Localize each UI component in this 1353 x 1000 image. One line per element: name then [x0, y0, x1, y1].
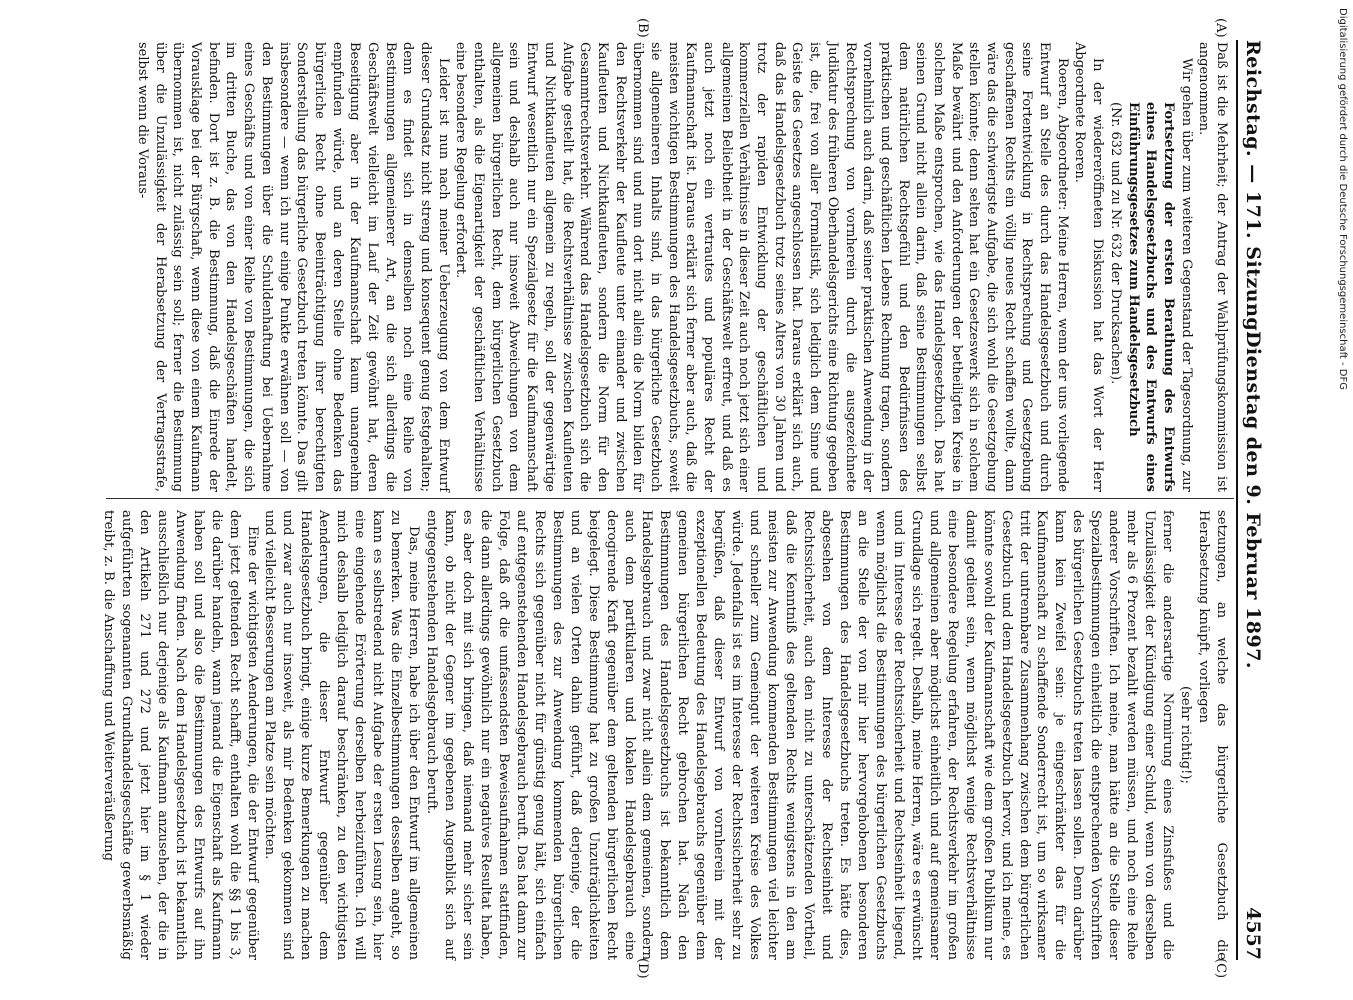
left-text-column — [133, 42, 1230, 492]
paragraph: Wir gehen über zum weiteren Gegenstand der Tagesordnung, zur — [1178, 58, 1194, 492]
paragraph: (sehr richtig!); — [1178, 686, 1194, 784]
dfg-credit-text: Digitalisierung gefördert durch die Deutsche Forschungsgemeinschaft - DFG — [1337, 8, 1348, 391]
paragraph: Das, meine Herren, habe ich über den Entwurf im allgemeinen zu bemerken. Was die Einzelbestimmungen desselben angeht, so kann es selbstredend nicht Aufgabe der ersten Lesung sein, hier eine eingehende Erörterung derselben herbeizuführen. Ich will mich deshalb lediglich darauf beschränken, zu den wichtigsten Aenderungen, die dieser Entwurf gegenüber dem Handelsgesetzbuch bringt, einige kurze Bemerkungen zu machen und zwar auch nur insoweit, als mir Bedenken gekommen sind und vielleicht Besserungen am Platze sein möchten. — [262, 510, 422, 960]
header-left: Reichstag. — 171. Sitzung. — [1242, 40, 1264, 339]
paragraph: In der wiedereröffneten Diskussion hat das Wort der Herr Abgeordnete Roeren. — [1072, 42, 1106, 492]
paragraph: Daß ist die Mehrheit; der Antrag der Wahlprüfungskommission ist angenommen. — [1196, 42, 1229, 492]
paragraph: Leider ist nun nach meiner Ueberzeugung von dem Entwurf dieser Grundsatz nicht streng und konsequent genug festgehalten; denn es findet sich in demselben noch eine Reihe von Bestimmungen allgemeinerer Art, an die sich allerdings die Geschäftswelt vielleicht im Lauf der Zeit gewöhnt hat, deren Beseitigung aber in der Kaufmannschaft kaum unangenehm empfunden würde, und an deren Stelle ohne Bedenken das bürgerliche Recht ohne Beeinträchtigung ihrer berechtigten Sonderstellung das bürgerliche Gesetzbuch treten könnte. Das gilt insbesondere — wenn ich nur einige Punkte erwähnen soll — von den Bestimmungen über die Schuldenhaftung bei Uebernahme eines Geschäfts und von einer Reihe von Bestimmungen, die sich im dritten Buche, das von den Handelsgeschäften handelt, befinden. Dort ist z. B. die Bestimmung, daß die Einrede der Vorausklage bei der Bürgschaft, wenn diese von einem Kaufmann übernommen ist, nicht zulässig sein soll; ferner die Bestimmung über die Unzulässigkeit der Herabsetzung der Vertragsstrafe, selbst wenn die Voraus- — [135, 42, 451, 492]
paragraph: Fortsetzung der ersten Berathung des Entwurfs eines Handelsgesetzbuchs und des Entwurfs eines Einführungsgesetzes zum Handelsgesetzbuch — [1125, 102, 1176, 492]
paragraph: ferner die andersartige Normirung eines Zinsfußes und die Unzulässigkeit der Kündigung einer Schuld, wenn von derselben mehr als 6 Prozent bezahlt werden müssen, und noch eine Reihe anderer Vorschriften. Ich meine, man hätte an die Stelle dieser Spezialbestimmungen einheitlich die entsprechenden Vorschriften des bürgerlichen Gesetzbuchs treten lassen sollen. Denn darüber kann kein Zweifel sein: je eingeschränkter das für die Kaufmannschaft zu schaffende Sonderrecht ist, um so wirksamer tritt der untrennbare Zusammenhang zwischen dem bürgerlichen Gesetzbuch und dem Handelsgesetzbuch hervor, und ich meine, es könnte sowohl der Kaufmannschaft wie dem großen Publikum nur damit gedient sein, wenn möglichst wenige Rechtsverhältnisse eine besondere Regelung erfahren, der Rechtsverkehr im großen und allgemeinen aber möglichst einheitlich und auf gemeinsamer Grundlage sich regelt. Deshalb, meine Herren, wäre es erwünscht und im Interesse der Rechtssicherheit und Rechtseinheit liegend, wenn möglichst die Bestimmungen des bürgerlichen Gesetzbuchs an die Stelle der von mir hier hervorgehobenen besonderen Bestimmungen des Handelsgesetzbuchs treten. Es hätte dies, abgesehen von dem Interesse der Rechtseinheit und Rechtssicherheit, auch den nicht zu unterschätzenden Vortheil, daß die Kenntniß des geltenden Rechts wenigstens in den am meisten zur Anwendung kommenden Bestimmungen viel leichter und schneller zum Gemeingut der weiteren Kreise des Volkes würde. Jedenfalls ist es im Interesse der Rechtssicherheit sehr zu begrüßen, daß dieser Entwurf von vornherein mit der exzeptionellen Bedeutung des Handelsgebrauchs gegenüber dem gemeinen bürgerlichen Recht gebrochen hat. Nach den Bestimmungen des Handelsgesetzbuchs ist bekanntlich dem Handelsgebrauch und zwar nicht allein dem gemeinen, sondern auch dem partikularen und lokalen Handelsgebrauch eine derogirende Kraft gegenüber dem geltenden bürgerlichen Recht beigelegt. Diese Bestimmung hat zu großen Unzuträglichkeiten und an vielen Orten dahin geführt, daß derjenige, der die Bestimmungen des zur Anwendung kommenden bürgerlichen Rechts sich gegenüber nicht für günstig genug hält, sich einfach auf entgegenstehenden Handelsgebrauch beruft. Das hat dann zur Folge, daß oft die umfassendsten Beweisaufnahmen stattfinden, die dann allerdings gewöhnlich nur ein negatives Resultat haben, es aber doch mit sich bringen, daß niemand mehr sicher sein kann, ob nicht der Gegner im gegebenen Augenblick sich auf entgegenstehenden Handelsgebrauch beruft. — [424, 510, 1176, 960]
header-date: Dienstag den 9. Februar 1897. — [1242, 330, 1264, 670]
margin-mark-d: (D) — [635, 958, 650, 979]
right-text-column — [99, 510, 1230, 960]
page-header — [1236, 40, 1278, 960]
column-divider — [106, 498, 1234, 499]
paragraph: setzungen, an welche das bürgerliche Gesetzbuch die Herabsetzung knüpft, vorliegen — [1196, 510, 1229, 960]
margin-mark-a: (A) — [1213, 18, 1228, 38]
margin-mark-c: (C) — [1213, 958, 1228, 979]
margin-mark-b: (B) — [635, 18, 650, 38]
dfg-sidebar — [1338, 8, 1348, 788]
paragraph: (Nr. 632 und zu Nr. 632 der Drucksachen). — [1107, 102, 1123, 385]
page-number: 4557 — [1242, 907, 1264, 960]
paragraph: Roeren, Abgeordneter: Meine Herren, wenn der uns vorliegende Entwurf an Stelle des durch das Handelsgesetzbuch und durch seine Fortentwicklung in Rechtsprechung und Gesetzgebung geschaffenen Rechts ein völlig neues Recht schaffen wollte, dann wäre das die schwierigste Aufgabe, die sich wohl die Gesetzgebung stellen könnte; denn selten hat ein Gesetzeswerk sich in solchem Maße bewährt und den Anforderungen der betheiligten Kreise in solchem Maße entsprochen, wie das Handelsgesetzbuch. Das hat seinen Grund nicht allein darin, daß seine Bestimmungen selbst dem natürlichen Rechtsgefühl und den Bedürfnissen des praktischen und geschäftlichen Lebens Rechnung tragen, sondern vornehmlich auch darin, daß seiner praktischen Anwendung in der Rechtsprechung von vornherein durch die ausgezeichnete Judikatur des früheren Oberhandelsgerichts eine Richtung gegeben ist, die, frei von aller Formalistik, sich lediglich dem Sinne und Geiste des Gesetzes angeschlossen hat. Daraus erklärt sich auch, daß das Handelsgesetzbuch trotz seines Alters von 30 Jahren und trotz der rapiden Entwicklung der geschäftlichen und kommerziellen Verhältnisse in dieser Zeit auch noch jetzt sich einer allgemeinen Beliebtheit in der Geschäftswelt erfreut, und daß es auch jetzt noch ein vertrautes und populäres Recht der Kaufmannschaft ist. Daraus erklärt sich ferner aber auch, daß die meisten wichtigen Bestimmungen des Handelsgesetzbuchs, soweit sie allgemeineren Inhalts sind, in das bürgerliche Gesetzbuch übernommen sind und nun dort nicht allein die Norm bilden für den Rechtsverkehr der Kaufleute unter einander und zwischen Kaufleuten und Nichtkaufleuten, sondern die Norm für den Gesammtrechtsverkehr. Während das Handelsgesetzbuch sich die Aufgabe gestellt hat, die Rechtsverhältnisse zwischen Kaufleuten und Nichtkaufleuten allgemein zu regeln, soll der gegenwärtige Entwurf wesentlich nur ein Spezialgesetz für die Kaufmannschaft sein und deshalb auch nur insoweit Abweichungen von dem allgemeinen bürgerlichen Recht, dem bürgerlichen Gesetzbuch enthalten, als die Eigenartigkeit der geschäftlichen Verhältnisse eine besondere Regelung erfordert. — [453, 42, 1070, 492]
paragraph: Eine der wichtigsten Aenderungen, die der Entwurf gegenüber dem jetzt geltenden Recht schafft, enthalten wohl die §§ 1 bis 3, die darüber handeln, wann jemand die Eigenschaft als Kaufmann haben soll und also die Bestimmungen des Entwurfs auf ihn Anwendung finden. Nach dem Handelsgesetzbuch ist bekanntlich ausschließlich nur derjenige als Kaufmann anzusehen, der die in den Artikeln 271 und 272 und jetzt hier im § 1 wieder aufgeführten sogenannten Grundhandelsgeschäfte gewerbsmäßig treibt, z. B. die Anschaffung und Weiterveräußerung — [100, 510, 260, 960]
